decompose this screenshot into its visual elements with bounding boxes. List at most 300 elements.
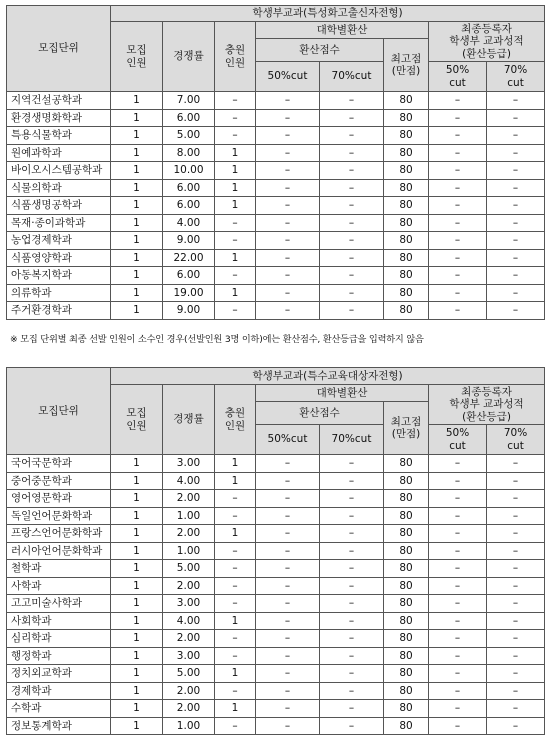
grade-70cut: – [487, 525, 545, 543]
table-row [7, 302, 545, 320]
max-score: 80 [384, 232, 429, 250]
competition-ratio: 2.00 [163, 577, 215, 595]
grade-50cut: – [429, 302, 487, 320]
recruit-count: 1 [111, 127, 163, 145]
extra-count: 1 [215, 179, 256, 197]
competition-ratio: 3.00 [163, 455, 215, 473]
table-row [7, 647, 545, 665]
score-70cut: – [320, 700, 384, 718]
max-score: 80 [384, 179, 429, 197]
header-final-50cut: 50% cut [429, 425, 487, 455]
score-50cut: – [256, 127, 320, 145]
score-50cut: – [256, 700, 320, 718]
grade-50cut: – [429, 542, 487, 560]
recruit-count: 1 [111, 700, 163, 718]
recruit-count: 1 [111, 144, 163, 162]
score-70cut: – [320, 162, 384, 180]
extra-count: 1 [215, 162, 256, 180]
grade-50cut: – [429, 144, 487, 162]
score-70cut: – [320, 144, 384, 162]
header-converted-score: 환산점수 [256, 39, 384, 62]
unit-name: 심리학과 [7, 630, 111, 648]
competition-ratio: 9.00 [163, 232, 215, 250]
score-50cut: – [256, 682, 320, 700]
competition-ratio: 9.00 [163, 302, 215, 320]
score-50cut: – [256, 232, 320, 250]
extra-count: – [215, 232, 256, 250]
recruit-count: 1 [111, 612, 163, 630]
extra-count: – [215, 490, 256, 508]
unit-name: 국어국문학과 [7, 455, 111, 473]
grade-70cut: – [487, 472, 545, 490]
admission-table-special-education [6, 367, 545, 735]
grade-70cut: – [487, 302, 545, 320]
grade-50cut: – [429, 127, 487, 145]
max-score: 80 [384, 647, 429, 665]
recruit-count: 1 [111, 92, 163, 110]
competition-ratio: 5.00 [163, 665, 215, 683]
competition-ratio: 6.00 [163, 179, 215, 197]
unit-name: 주거환경학과 [7, 302, 111, 320]
score-70cut: – [320, 267, 384, 285]
grade-50cut: – [429, 682, 487, 700]
score-70cut: – [320, 630, 384, 648]
score-50cut: – [256, 267, 320, 285]
header-50cut: 50%cut [256, 425, 320, 455]
table-row [7, 455, 545, 473]
score-70cut: – [320, 472, 384, 490]
max-score: 80 [384, 560, 429, 578]
recruit-count: 1 [111, 665, 163, 683]
max-score: 80 [384, 507, 429, 525]
grade-50cut: – [429, 162, 487, 180]
table-row [7, 109, 545, 127]
table-row [7, 472, 545, 490]
header-unit: 모집단위 [7, 368, 111, 455]
header-final-70cut: 70% cut [487, 425, 545, 455]
unit-name: 식품영양학과 [7, 249, 111, 267]
score-70cut: – [320, 577, 384, 595]
score-70cut: – [320, 612, 384, 630]
score-70cut: – [320, 249, 384, 267]
unit-name: 독일언어문화학과 [7, 507, 111, 525]
grade-50cut: – [429, 197, 487, 215]
grade-70cut: – [487, 560, 545, 578]
score-50cut: – [256, 472, 320, 490]
grade-50cut: – [429, 525, 487, 543]
table-row [7, 542, 545, 560]
grade-70cut: – [487, 92, 545, 110]
competition-ratio: 10.00 [163, 162, 215, 180]
score-50cut: – [256, 162, 320, 180]
grade-70cut: – [487, 612, 545, 630]
unit-name: 러시아언어문화학과 [7, 542, 111, 560]
unit-name: 정치외교학과 [7, 665, 111, 683]
header-univ-conversion: 대학별환산 [256, 22, 429, 39]
table-row [7, 612, 545, 630]
grade-50cut: – [429, 665, 487, 683]
score-50cut: – [256, 92, 320, 110]
score-50cut: – [256, 665, 320, 683]
table-row [7, 144, 545, 162]
grade-70cut: – [487, 595, 545, 613]
competition-ratio: 2.00 [163, 700, 215, 718]
competition-ratio: 19.00 [163, 284, 215, 302]
recruit-count: 1 [111, 284, 163, 302]
recruit-count: 1 [111, 302, 163, 320]
table-row [7, 577, 545, 595]
unit-name: 지역건설공학과 [7, 92, 111, 110]
footnote: ※ 모집 단위별 최종 선발 인원이 소수인 경우(선발인원 3명 이하)에는 환산점수, 환산등급을 입력하지 않음 [10, 334, 424, 345]
max-score: 80 [384, 197, 429, 215]
table-row [7, 595, 545, 613]
header-final-70cut: 70% cut [487, 62, 545, 92]
grade-70cut: – [487, 682, 545, 700]
max-score: 80 [384, 612, 429, 630]
grade-70cut: – [487, 717, 545, 735]
grade-50cut: – [429, 490, 487, 508]
max-score: 80 [384, 542, 429, 560]
grade-50cut: – [429, 472, 487, 490]
unit-name: 중어중문학과 [7, 472, 111, 490]
table-row [7, 284, 545, 302]
unit-name: 철학과 [7, 560, 111, 578]
competition-ratio: 22.00 [163, 249, 215, 267]
grade-70cut: – [487, 542, 545, 560]
score-50cut: – [256, 490, 320, 508]
score-70cut: – [320, 595, 384, 613]
grade-70cut: – [487, 700, 545, 718]
table-row [7, 507, 545, 525]
grade-70cut: – [487, 249, 545, 267]
max-score: 80 [384, 267, 429, 285]
grade-50cut: – [429, 717, 487, 735]
grade-50cut: – [429, 92, 487, 110]
recruit-count: 1 [111, 647, 163, 665]
score-70cut: – [320, 717, 384, 735]
table-title: 학생부교과(특성화고출신자전형) [111, 6, 545, 22]
recruit-count: 1 [111, 630, 163, 648]
extra-count: – [215, 682, 256, 700]
max-score: 80 [384, 302, 429, 320]
unit-name: 환경생명화학과 [7, 109, 111, 127]
extra-count: 1 [215, 197, 256, 215]
extra-count: 1 [215, 665, 256, 683]
extra-count: – [215, 577, 256, 595]
grade-70cut: – [487, 144, 545, 162]
header-50cut: 50%cut [256, 62, 320, 92]
grade-70cut: – [487, 490, 545, 508]
unit-name: 목재·종이과학과 [7, 214, 111, 232]
recruit-count: 1 [111, 717, 163, 735]
grade-70cut: – [487, 197, 545, 215]
recruit-count: 1 [111, 179, 163, 197]
table-row [7, 630, 545, 648]
grade-50cut: – [429, 179, 487, 197]
score-70cut: – [320, 214, 384, 232]
score-70cut: – [320, 507, 384, 525]
score-70cut: – [320, 647, 384, 665]
grade-70cut: – [487, 665, 545, 683]
recruit-count: 1 [111, 197, 163, 215]
score-70cut: – [320, 197, 384, 215]
recruit-count: 1 [111, 472, 163, 490]
header-extra: 충원 인원 [215, 22, 256, 92]
extra-count: – [215, 507, 256, 525]
recruit-count: 1 [111, 490, 163, 508]
extra-count: 1 [215, 249, 256, 267]
max-score: 80 [384, 127, 429, 145]
table-row [7, 197, 545, 215]
grade-50cut: – [429, 214, 487, 232]
competition-ratio: 1.00 [163, 507, 215, 525]
unit-name: 사학과 [7, 577, 111, 595]
grade-50cut: – [429, 595, 487, 613]
unit-name: 정보통계학과 [7, 717, 111, 735]
recruit-count: 1 [111, 577, 163, 595]
max-score: 80 [384, 665, 429, 683]
extra-count: 1 [215, 455, 256, 473]
grade-50cut: – [429, 630, 487, 648]
competition-ratio: 6.00 [163, 109, 215, 127]
recruit-count: 1 [111, 162, 163, 180]
grade-70cut: – [487, 179, 545, 197]
competition-ratio: 3.00 [163, 595, 215, 613]
max-score: 80 [384, 284, 429, 302]
score-70cut: – [320, 682, 384, 700]
score-50cut: – [256, 560, 320, 578]
unit-name: 경제학과 [7, 682, 111, 700]
competition-ratio: 5.00 [163, 127, 215, 145]
grade-50cut: – [429, 249, 487, 267]
max-score: 80 [384, 455, 429, 473]
competition-ratio: 6.00 [163, 267, 215, 285]
recruit-count: 1 [111, 595, 163, 613]
unit-name: 아동복지학과 [7, 267, 111, 285]
score-50cut: – [256, 179, 320, 197]
max-score: 80 [384, 717, 429, 735]
competition-ratio: 6.00 [163, 197, 215, 215]
competition-ratio: 4.00 [163, 214, 215, 232]
table-row [7, 700, 545, 718]
grade-70cut: – [487, 162, 545, 180]
extra-count: 1 [215, 525, 256, 543]
competition-ratio: 5.00 [163, 560, 215, 578]
score-50cut: – [256, 612, 320, 630]
max-score: 80 [384, 700, 429, 718]
admission-table-specialized-hs [6, 5, 545, 320]
recruit-count: 1 [111, 214, 163, 232]
table-row [7, 179, 545, 197]
table-row [7, 92, 545, 110]
unit-name: 영어영문학과 [7, 490, 111, 508]
unit-name: 행정학과 [7, 647, 111, 665]
score-50cut: – [256, 302, 320, 320]
score-70cut: – [320, 109, 384, 127]
table-row [7, 525, 545, 543]
grade-70cut: – [487, 455, 545, 473]
header-extra: 충원 인원 [215, 385, 256, 455]
grade-50cut: – [429, 284, 487, 302]
extra-count: 1 [215, 144, 256, 162]
competition-ratio: 2.00 [163, 682, 215, 700]
table-title: 학생부교과(특수교육대상자전형) [111, 368, 545, 385]
competition-ratio: 4.00 [163, 472, 215, 490]
competition-ratio: 1.00 [163, 542, 215, 560]
max-score: 80 [384, 490, 429, 508]
max-score: 80 [384, 577, 429, 595]
recruit-count: 1 [111, 560, 163, 578]
extra-count: – [215, 92, 256, 110]
competition-ratio: 2.00 [163, 525, 215, 543]
unit-name: 고고미술사학과 [7, 595, 111, 613]
max-score: 80 [384, 472, 429, 490]
score-50cut: – [256, 109, 320, 127]
recruit-count: 1 [111, 267, 163, 285]
score-50cut: – [256, 717, 320, 735]
header-recruit: 모집 인원 [111, 385, 163, 455]
unit-name: 원예과학과 [7, 144, 111, 162]
recruit-count: 1 [111, 682, 163, 700]
extra-count: 1 [215, 700, 256, 718]
score-50cut: – [256, 525, 320, 543]
table-row [7, 232, 545, 250]
score-70cut: – [320, 490, 384, 508]
recruit-count: 1 [111, 249, 163, 267]
grade-70cut: – [487, 214, 545, 232]
header-ratio: 경쟁률 [163, 22, 215, 92]
header-70cut: 70%cut [320, 62, 384, 92]
extra-count: 1 [215, 612, 256, 630]
extra-count: 1 [215, 472, 256, 490]
header-recruit: 모집 인원 [111, 22, 163, 92]
grade-70cut: – [487, 232, 545, 250]
grade-50cut: – [429, 232, 487, 250]
table-row [7, 717, 545, 735]
header-max-score: 최고점 (만점) [384, 402, 429, 455]
score-70cut: – [320, 525, 384, 543]
max-score: 80 [384, 249, 429, 267]
recruit-count: 1 [111, 109, 163, 127]
grade-50cut: – [429, 560, 487, 578]
recruit-count: 1 [111, 232, 163, 250]
score-70cut: – [320, 179, 384, 197]
grade-70cut: – [487, 507, 545, 525]
score-50cut: – [256, 647, 320, 665]
extra-count: – [215, 267, 256, 285]
competition-ratio: 4.00 [163, 612, 215, 630]
extra-count: – [215, 109, 256, 127]
score-70cut: – [320, 302, 384, 320]
max-score: 80 [384, 525, 429, 543]
max-score: 80 [384, 214, 429, 232]
max-score: 80 [384, 109, 429, 127]
unit-name: 수학과 [7, 700, 111, 718]
competition-ratio: 7.00 [163, 92, 215, 110]
grade-50cut: – [429, 577, 487, 595]
score-50cut: – [256, 542, 320, 560]
score-50cut: – [256, 455, 320, 473]
max-score: 80 [384, 162, 429, 180]
max-score: 80 [384, 630, 429, 648]
unit-name: 바이오시스템공학과 [7, 162, 111, 180]
grade-50cut: – [429, 267, 487, 285]
grade-70cut: – [487, 630, 545, 648]
header-final-grade: 최종등록자 학생부 교과성적 (환산등급) [429, 385, 545, 425]
competition-ratio: 8.00 [163, 144, 215, 162]
recruit-count: 1 [111, 525, 163, 543]
score-50cut: – [256, 214, 320, 232]
unit-name: 식품생명공학과 [7, 197, 111, 215]
score-50cut: – [256, 144, 320, 162]
unit-name: 농업경제학과 [7, 232, 111, 250]
grade-50cut: – [429, 109, 487, 127]
recruit-count: 1 [111, 507, 163, 525]
header-final-50cut: 50% cut [429, 62, 487, 92]
grade-50cut: – [429, 647, 487, 665]
header-converted-score: 환산점수 [256, 402, 384, 425]
score-70cut: – [320, 284, 384, 302]
extra-count: – [215, 717, 256, 735]
score-50cut: – [256, 595, 320, 613]
score-50cut: – [256, 577, 320, 595]
competition-ratio: 1.00 [163, 717, 215, 735]
extra-count: – [215, 127, 256, 145]
table-row [7, 249, 545, 267]
score-70cut: – [320, 455, 384, 473]
grade-50cut: – [429, 612, 487, 630]
grade-70cut: – [487, 267, 545, 285]
header-unit: 모집단위 [7, 6, 111, 92]
header-max-score: 최고점 (만점) [384, 39, 429, 92]
score-70cut: – [320, 560, 384, 578]
unit-name: 식물의학과 [7, 179, 111, 197]
max-score: 80 [384, 144, 429, 162]
grade-50cut: – [429, 455, 487, 473]
table-row [7, 162, 545, 180]
grade-70cut: – [487, 577, 545, 595]
competition-ratio: 2.00 [163, 490, 215, 508]
grade-70cut: – [487, 647, 545, 665]
extra-count: – [215, 560, 256, 578]
max-score: 80 [384, 682, 429, 700]
table-row [7, 665, 545, 683]
score-50cut: – [256, 507, 320, 525]
max-score: 80 [384, 595, 429, 613]
grade-50cut: – [429, 700, 487, 718]
score-50cut: – [256, 630, 320, 648]
competition-ratio: 3.00 [163, 647, 215, 665]
table-row [7, 560, 545, 578]
table-row [7, 214, 545, 232]
extra-count: – [215, 542, 256, 560]
score-70cut: – [320, 92, 384, 110]
unit-name: 의류학과 [7, 284, 111, 302]
score-70cut: – [320, 665, 384, 683]
score-50cut: – [256, 284, 320, 302]
competition-ratio: 2.00 [163, 630, 215, 648]
unit-name: 특용식물학과 [7, 127, 111, 145]
score-70cut: – [320, 127, 384, 145]
max-score: 80 [384, 92, 429, 110]
table-row [7, 490, 545, 508]
score-70cut: – [320, 232, 384, 250]
grade-70cut: – [487, 109, 545, 127]
extra-count: – [215, 595, 256, 613]
unit-name: 프랑스언어문화학과 [7, 525, 111, 543]
header-univ-conversion: 대학별환산 [256, 385, 429, 402]
extra-count: – [215, 214, 256, 232]
